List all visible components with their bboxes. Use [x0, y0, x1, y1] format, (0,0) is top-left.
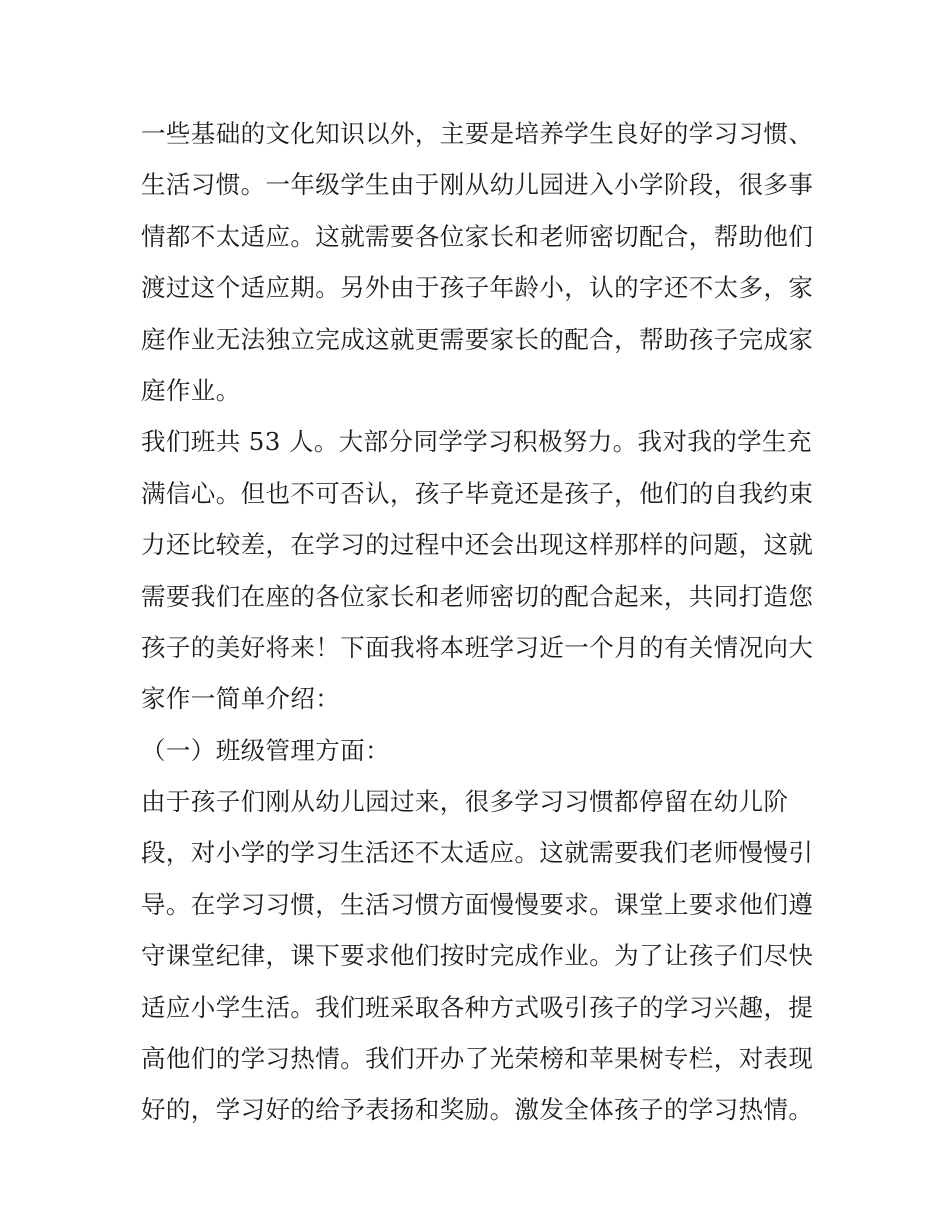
section-heading: （一）班级管理方面：	[141, 735, 390, 765]
paragraph-line-14: 由于孩子们刚从幼儿园过来，很多学习习惯都停留在幼儿阶	[141, 787, 789, 817]
document-body	[141, 108, 821, 1136]
paragraph-line-18: 适应小学生活。我们班采取各种方式吸引孩子的学习兴趣，提	[141, 992, 814, 1022]
paragraph-line-2: 生活习惯。一年级学生由于刚从幼儿园进入小学阶段，很多事	[141, 170, 814, 200]
paragraph-line-9: 力还比较差，在学习的过程中还会出现这样那样的问题，这就	[141, 530, 814, 560]
paragraph-line-8: 满信心。但也不可否认，孩子毕竟还是孩子，他们的自我约束	[141, 478, 814, 508]
paragraph-line-4: 渡过这个适应期。另外由于孩子年龄小，认的字还不太多，家	[141, 273, 814, 303]
paragraph-line-19: 高他们的学习热情。我们开办了光荣榜和苹果树专栏，对表现	[141, 1044, 814, 1074]
paragraph-line-15: 段，对小学的学习生活还不太适应。这就需要我们老师慢慢引	[141, 838, 814, 868]
paragraph-line-16: 导。在学习习惯，生活习惯方面慢慢要求。课堂上要求他们遵	[141, 889, 814, 919]
paragraph-line-11: 孩子的美好将来！下面我将本班学习近一个月的有关情况向大	[141, 632, 814, 662]
paragraph-line-1: 一些基础的文化知识以外，主要是培养学生良好的学习习惯、	[141, 119, 814, 148]
paragraph-line-3: 情都不太适应。这就需要各位家长和老师密切配合，帮助他们	[141, 221, 814, 251]
paragraph-line-10: 需要我们在座的各位家长和老师密切的配合起来，共同打造您	[141, 581, 814, 611]
paragraph-line-6: 庭作业。	[141, 375, 241, 405]
paragraph-line-7: 我们班共 53 人。大部分同学学习积极努力。我对我的学生充	[141, 427, 812, 457]
paragraph-line-17: 守课堂纪律，课下要求他们按时完成作业。为了让孩子们尽快	[141, 941, 814, 971]
paragraph-line-5: 庭作业无法独立完成这就更需要家长的配合，帮助孩子完成家	[141, 324, 814, 354]
paragraph-line-12: 家作一简单介绍：	[141, 684, 341, 714]
paragraph-line-20: 好的，学习好的给予表扬和奖励。激发全体孩子的学习热情。	[141, 1095, 814, 1125]
